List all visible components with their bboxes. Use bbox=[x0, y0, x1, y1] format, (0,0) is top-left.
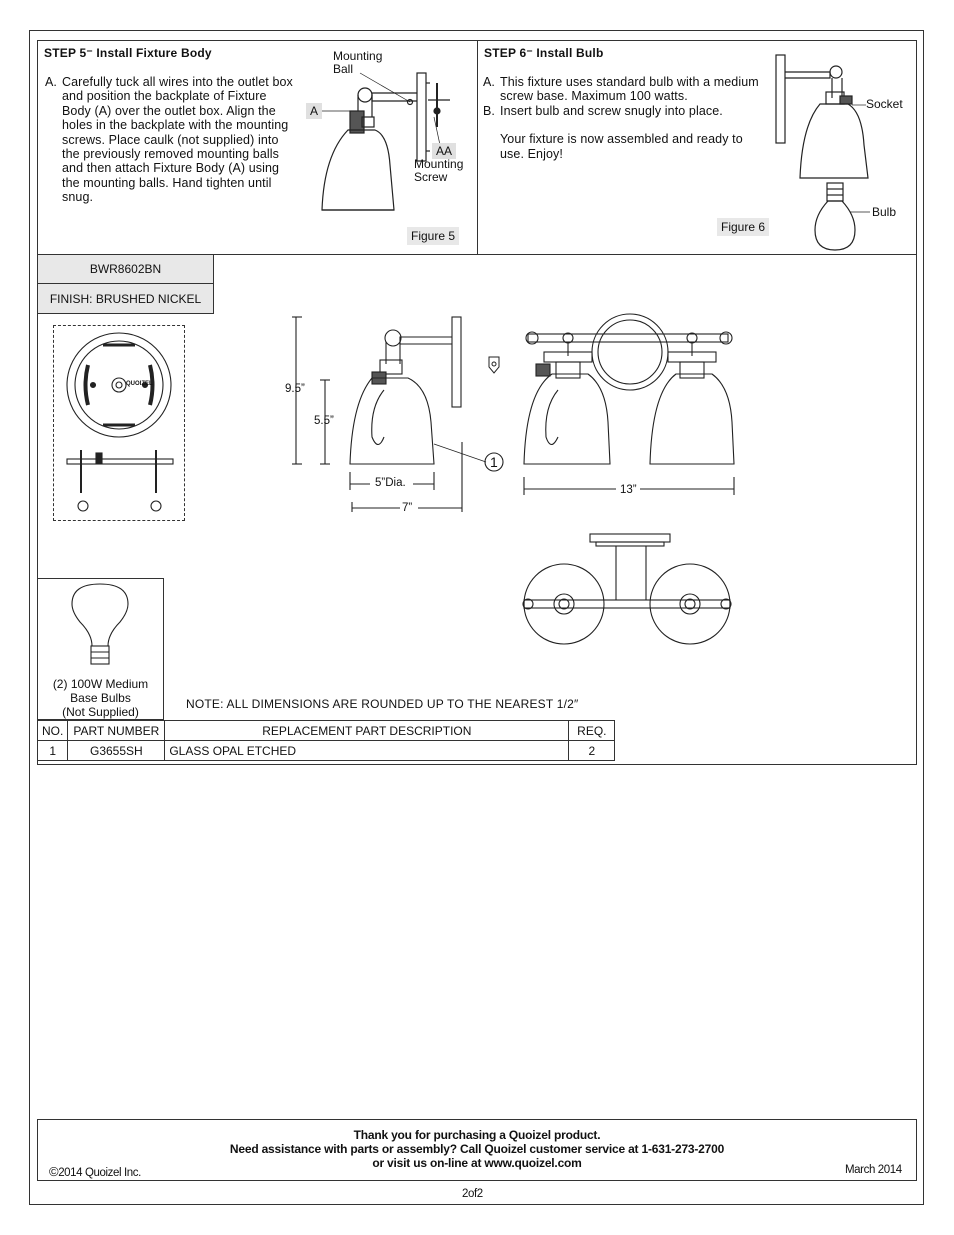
bulb-info-line1: (2) 100W Medium bbox=[52, 677, 149, 691]
row-part-number: G3655SH bbox=[68, 741, 165, 761]
footer-date: March 2014 bbox=[845, 1164, 902, 1176]
header-part-number: PART NUMBER bbox=[68, 721, 165, 741]
figure5-label: Figure 5 bbox=[407, 227, 459, 245]
table-row bbox=[38, 741, 615, 761]
step6-title: STEP 6⁻ Install Bulb bbox=[484, 46, 604, 60]
top-view-drawing bbox=[520, 530, 740, 650]
front-view-drawing bbox=[518, 312, 743, 502]
footer-assistance: Need assistance with parts or assembly? Call Quoizel customer service at 1-631-273-2700 bbox=[229, 1142, 725, 1156]
bulb-info-line3: (Not Supplied) bbox=[62, 705, 139, 719]
step-divider bbox=[477, 40, 478, 254]
dim-depth: 7” bbox=[402, 502, 413, 514]
step6-instructions bbox=[483, 75, 765, 161]
header-no: NO. bbox=[38, 721, 68, 741]
finish-label: FINISH: BRUSHED NICKEL bbox=[37, 283, 214, 314]
dim-height-shade: 5.5” bbox=[314, 415, 334, 427]
copyright-icon: © bbox=[49, 1164, 59, 1179]
footer-website: or visit us on-line at www.quoizel.com bbox=[372, 1156, 582, 1170]
step5-label-a: A. bbox=[45, 75, 58, 89]
step5-text-a: Carefully tuck all wires into the outlet box and position the backplate of Fixture Body (A) over the outlet box. Align the holes in the backplate with the mounting screws. Place caulk (not supplied) into the previously removed mounting balls and then attach Fixture Body (A) using the mounting balls. Hand tighten until snug. bbox=[62, 75, 293, 205]
parts-table bbox=[37, 720, 615, 761]
dim-height-total: 9.5” bbox=[285, 383, 305, 395]
screw-icon bbox=[487, 355, 501, 375]
step5-instructions bbox=[45, 75, 295, 205]
header-req: REQ. bbox=[569, 721, 615, 741]
model-number: BWR8602BN bbox=[37, 254, 214, 284]
footer-thanks: Thank you for purchasing a Quoizel product. bbox=[353, 1128, 601, 1142]
step6-text-b: Insert bulb and screw snugly into place. bbox=[500, 103, 723, 118]
callout-a: A bbox=[306, 103, 322, 119]
header-description: REPLACEMENT PART DESCRIPTION bbox=[165, 721, 569, 741]
figure6-label: Figure 6 bbox=[717, 218, 769, 236]
callout-bulb: Bulb bbox=[872, 205, 897, 219]
callout-aa: AA bbox=[432, 143, 456, 159]
mounting-bracket-drawing bbox=[53, 325, 185, 521]
bulb-icon bbox=[70, 582, 132, 672]
row-req: 2 bbox=[569, 741, 615, 761]
callout-mounting-screw: Mounting Screw bbox=[414, 157, 464, 184]
callout-socket: Socket bbox=[866, 97, 903, 111]
row-description: GLASS OPAL ETCHED bbox=[165, 741, 569, 761]
part-callout-number: 1 bbox=[490, 454, 498, 470]
step6-label-b: B. bbox=[483, 103, 496, 118]
footer-copyright: ©2014 Quoizel Inc. bbox=[49, 1164, 141, 1179]
bulb-info-line2: Base Bulbs bbox=[70, 691, 131, 705]
parts-table-header bbox=[38, 721, 615, 741]
dim-width: 13” bbox=[620, 484, 637, 496]
page-number: 2of2 bbox=[462, 1188, 483, 1200]
step5-title: STEP 5⁻ Install Fixture Body bbox=[44, 46, 212, 60]
dimensions-note: NOTE: ALL DIMENSIONS ARE ROUNDED UP TO THE NEAREST 1/2″ bbox=[186, 697, 579, 711]
step6-label-a: A. bbox=[483, 75, 496, 89]
step6-text-a: This fixture uses standard bulb with a medium screw base. Maximum 100 watts. bbox=[500, 75, 759, 104]
figure6-drawing bbox=[770, 50, 910, 255]
dim-shade-diameter: 5”Dia. bbox=[375, 477, 406, 489]
bulb-info-text bbox=[37, 677, 164, 719]
step6-text-c: Your fixture is now assembled and ready to use. Enjoy! bbox=[500, 132, 743, 161]
callout-mounting-ball: Mounting Ball bbox=[333, 49, 383, 76]
bracket-logo: QUOIZEL bbox=[126, 381, 153, 387]
row-no: 1 bbox=[38, 741, 68, 761]
